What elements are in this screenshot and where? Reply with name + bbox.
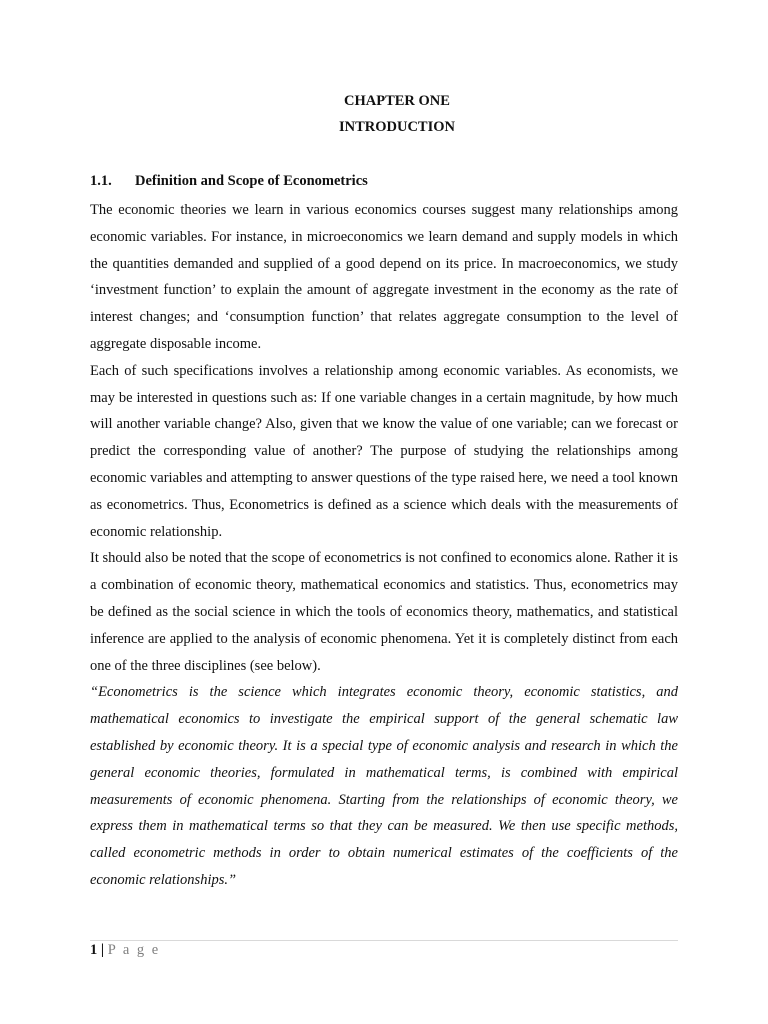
section-title: Definition and Scope of Econometrics [135,173,368,189]
definition-quote: “Econometrics is the science which integrates economic theory, economic statistics, and mathematical economics to investigate the empirical support of the general schematic law established by economic theory. It is a special type of economic analysis and research in which the general economic theories, formulated in mathematical terms, is combined with empirical measurements of economic phenomena. Starting from the relationships of economic theory, we express them in mathematical terms so that they can be measured. We then use specific methods, called econometric methods in order to obtain numerical estimates of the coefficients of the economic relationships.” [90,684,678,888]
footer-separator: | [97,942,108,958]
paragraph-3: It should also be noted that the scope of econometrics is not confined to economics alone. Rather it is a combination of economic theory, mathematical economics and statistics. Thus, econometrics may be defined as the social science in which the tools of economics theory, mathematics, and statistical inference are applied to the analysis of economic phenomena. Yet it is completely distinct from each one of the three disciplines (see below). [90,550,678,674]
chapter-label: CHAPTER ONE [344,93,450,109]
section-number: 1.1. [90,173,112,189]
paragraph-1: The economic theories we learn in various economics courses suggest many relationships among economic variables. For instance, in microeconomics we learn demand and supply models in which the quantities demanded and supplied of a good depend on its price. In macroeconomics, we study ‘investment function’ to explain the amount of aggregate investment in the economy as the rate of interest changes; and ‘consumption function’ that relates aggregate consumption to the level of aggregate disposable income. [90,202,678,352]
page-label: P a g e [107,942,161,958]
chapter-title: INTRODUCTION [338,119,455,135]
body-text [90,197,678,894]
page-footer [90,942,160,959]
page-number: 1 [90,942,98,958]
section-heading [90,173,368,190]
paragraph-2: Each of such specifications involves a relationship among economic variables. As economists, we may be interested in questions such as: If one variable changes in a certain magnitude, by how much will another variable change? Also, given that we know the value of one variable; can we forecast or predict the corresponding value of another? The purpose of studying the relationships among economic variables and attempting to answer questions of the type raised here, we need a tool known as econometrics. Thus, Econometrics is defined as a science which deals with the measurements of economic relationship. [90,362,678,540]
footer-divider [90,940,678,941]
